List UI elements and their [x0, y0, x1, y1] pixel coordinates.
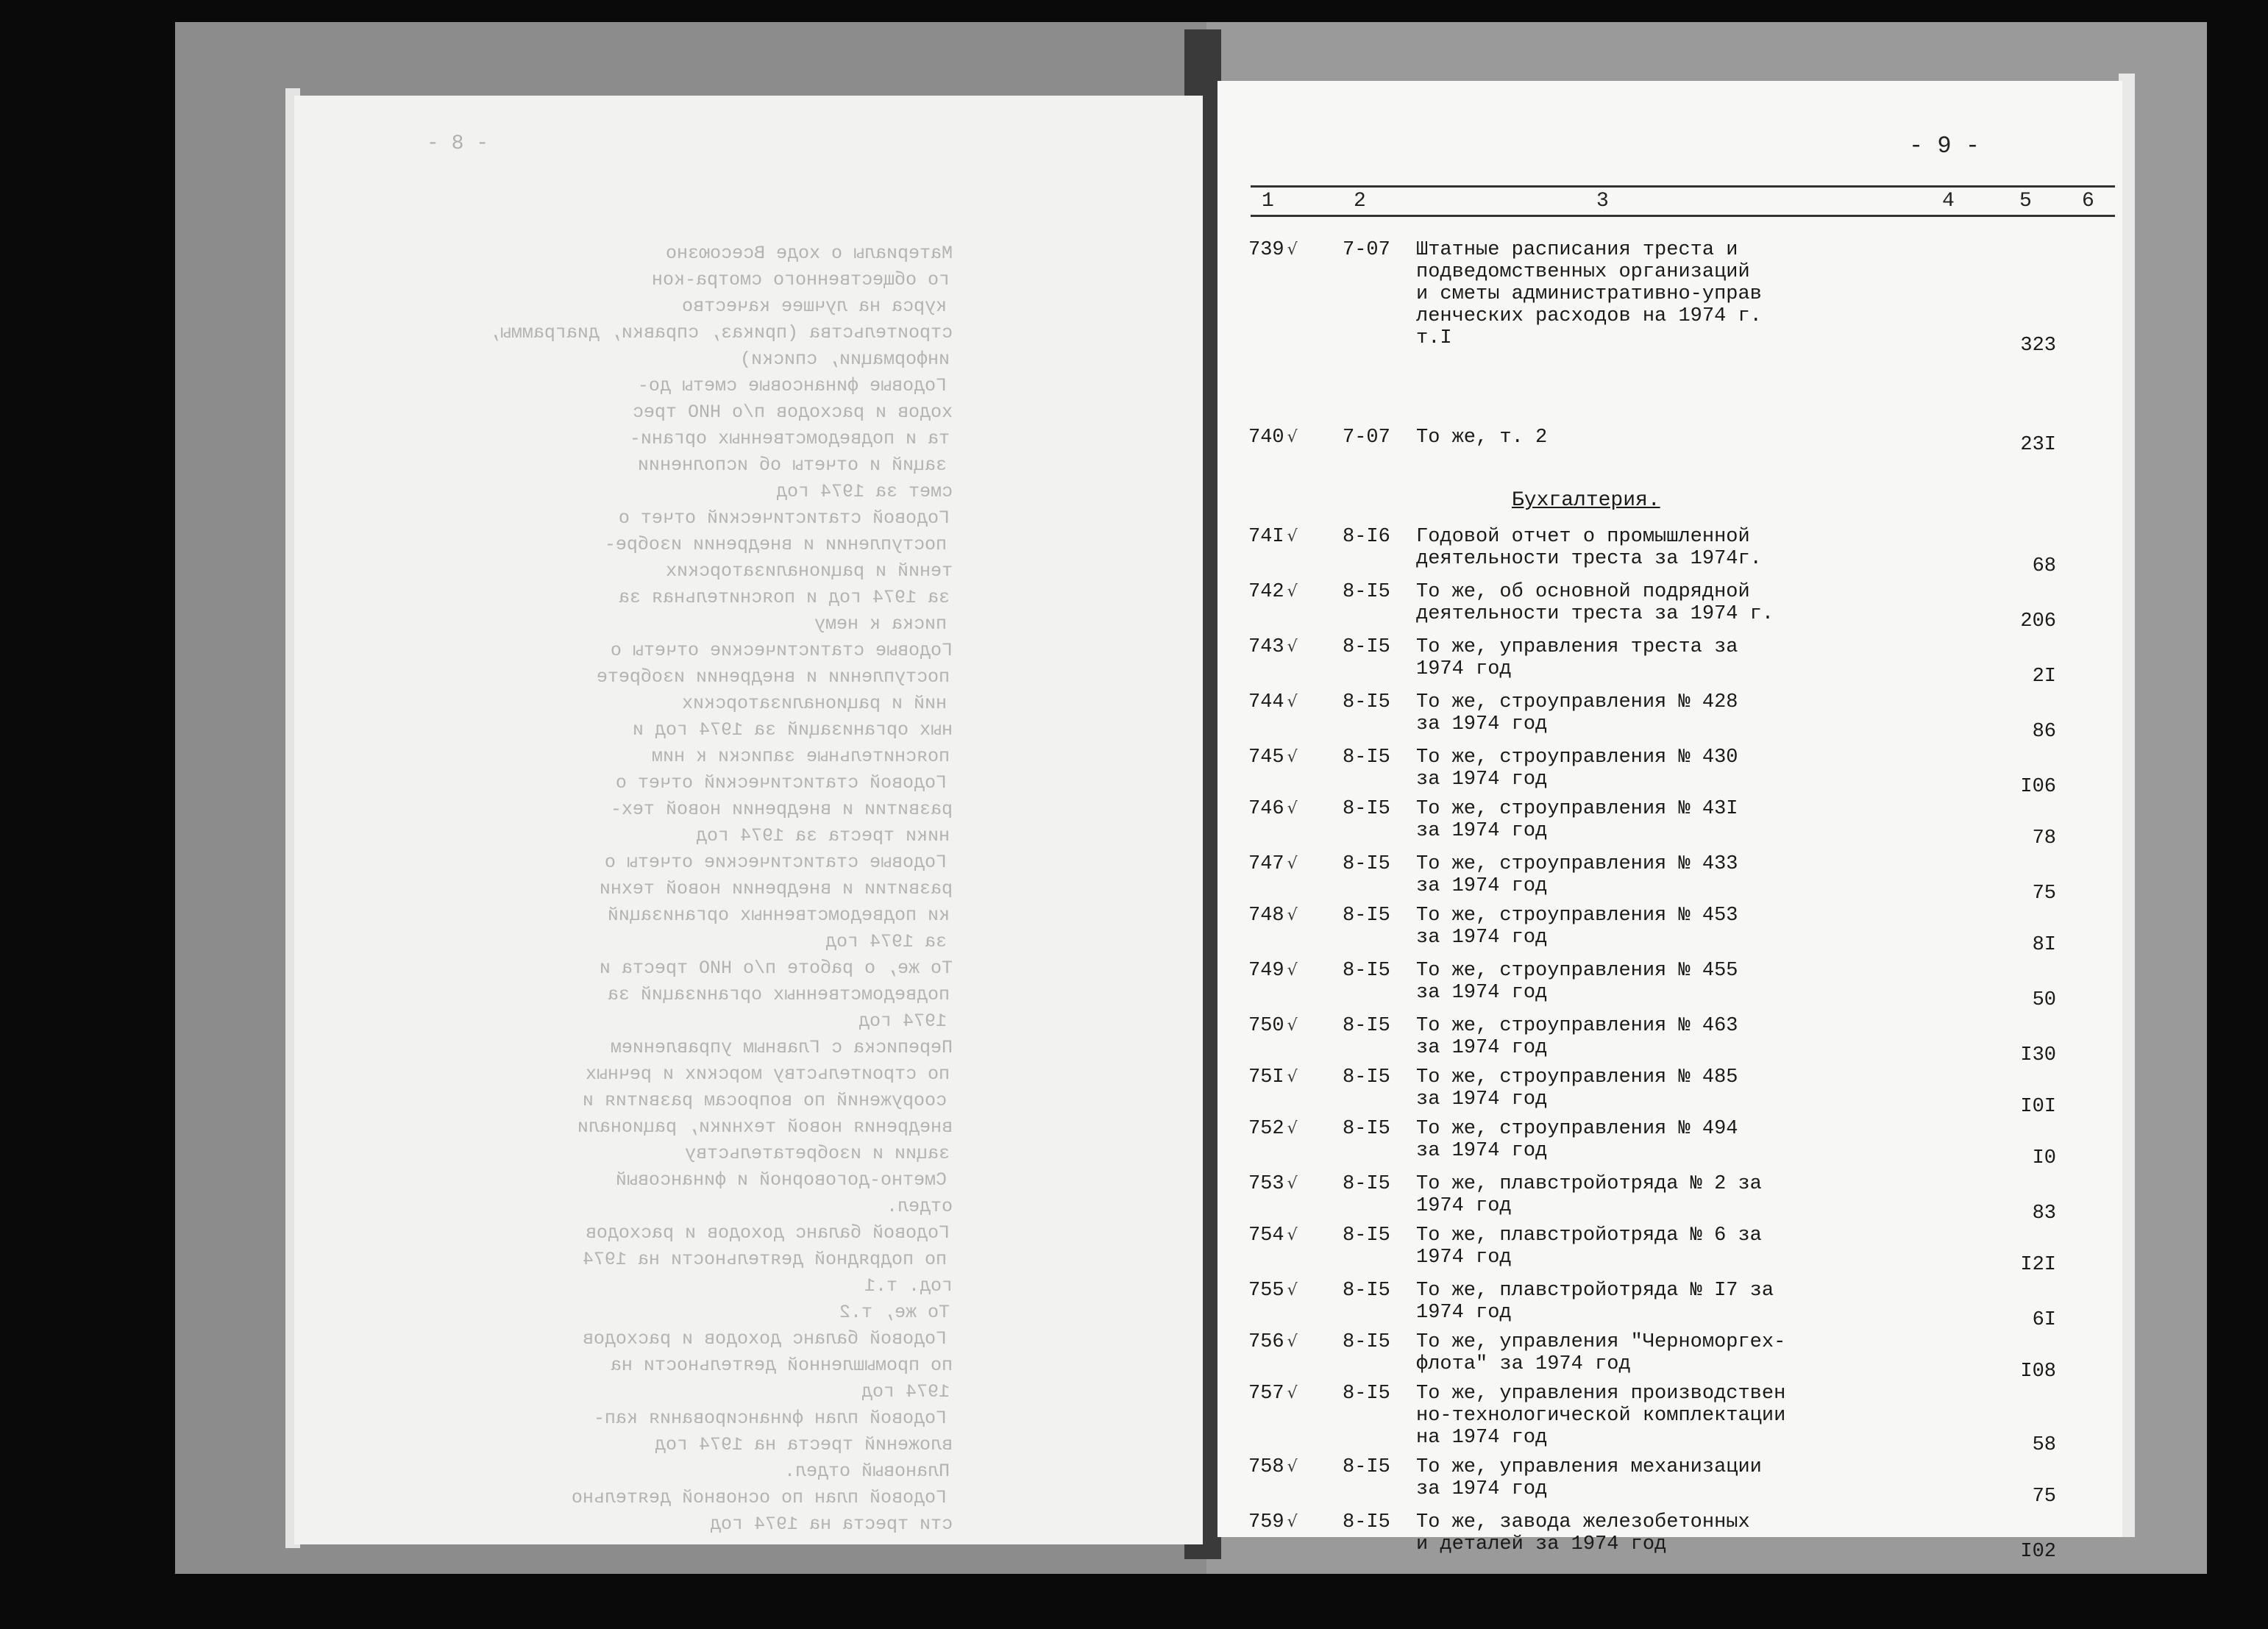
bleed-line: развитии и внедрении новой техни — [599, 878, 953, 899]
row-index-code: 8-I5 — [1343, 1066, 1390, 1088]
row-index-code: 8-I5 — [1343, 1456, 1390, 1478]
row-index-code: 7-07 — [1343, 239, 1390, 261]
row-number: 739 √ — [1248, 239, 1298, 261]
row-title: То же, строуправления № 43I за 1974 год — [1416, 798, 1738, 842]
bleed-line: ний и рационализаторских — [681, 693, 947, 714]
right-page-number: - 9 - — [1909, 132, 1980, 160]
row-index-code: 8-I5 — [1343, 581, 1390, 603]
row-page-count: 86 — [2032, 721, 2056, 743]
row-number: 759 √ — [1248, 1511, 1298, 1533]
bleed-line: та и подведомственных органи- — [629, 428, 950, 449]
row-index-code: 8-I5 — [1343, 1225, 1390, 1247]
row-title: То же, строуправления № 428 за 1974 год — [1416, 691, 1738, 735]
row-page-count: 23I — [2020, 434, 2056, 456]
column-header-3: 3 — [1596, 190, 1609, 213]
row-page-count: I0 — [2032, 1147, 2056, 1169]
row-index-code: 8-I5 — [1343, 1511, 1390, 1533]
row-page-count: I30 — [2020, 1044, 2056, 1066]
column-header-1: 1 — [1262, 190, 1274, 213]
bleed-line: год. т.1 — [864, 1275, 953, 1297]
bleed-line: внедрения новой техники, рационали — [577, 1116, 953, 1138]
row-title: То же, строуправления № 433 за 1974 год — [1416, 853, 1738, 897]
bleed-line: Плановый отдел. — [783, 1461, 950, 1482]
bleed-line: сти треста на 1974 год — [709, 1514, 953, 1535]
row-index-code: 8-I5 — [1343, 1331, 1390, 1353]
row-page-count: I06 — [2020, 776, 2056, 798]
bleed-line: ходов и расходов п/о НИО трес — [632, 402, 953, 423]
bleed-line: Годовой баланс доходов и расходов — [582, 1328, 947, 1350]
row-number: 748 √ — [1248, 905, 1298, 927]
row-number: 740 √ — [1248, 427, 1298, 449]
row-title: То же, управления треста за 1974 год — [1416, 636, 1738, 680]
row-title: То же, строуправления № 453 за 1974 год — [1416, 905, 1738, 949]
row-title: То же, управления производствен но-технологической комплектации на 1974 год — [1416, 1383, 1786, 1449]
row-index-code: 8-I5 — [1343, 636, 1390, 658]
row-title: То же, плавстройотряда № 2 за 1974 год — [1416, 1173, 1762, 1217]
row-index-code: 8-I5 — [1343, 1118, 1390, 1140]
row-number: 747 √ — [1248, 853, 1298, 875]
bleed-line: развитии и внедрении новой тех- — [610, 799, 953, 820]
bleed-line: поступлении и внедрении изобре- — [604, 534, 947, 555]
row-page-count: 83 — [2032, 1202, 2056, 1225]
bleed-line: курса на лучшее качество — [681, 296, 947, 317]
checkmark-icon: √ — [1287, 748, 1298, 766]
row-page-count: 50 — [2032, 989, 2056, 1011]
row-title: То же, завода железобетонных и деталей за 1974 год — [1416, 1511, 1750, 1555]
bleed-line: Материалы о ходе Всесоюзно — [665, 243, 953, 264]
row-page-count: 6I — [2032, 1309, 2056, 1331]
bleed-line: го общественного смотра-кон — [651, 269, 950, 290]
bleed-through-text — [294, 96, 1203, 1544]
row-number: 742 √ — [1248, 581, 1298, 603]
row-title: То же, строуправления № 463 за 1974 год — [1416, 1015, 1738, 1059]
bleed-line: писка к нему — [814, 613, 947, 635]
bleed-line: зации и изобретательству — [684, 1143, 950, 1164]
checkmark-icon: √ — [1287, 1333, 1298, 1351]
bleed-line: То же, т.2 — [839, 1302, 950, 1323]
row-number: 74I √ — [1248, 526, 1298, 548]
bleed-line: поступлении и внедрении изобрете — [596, 666, 950, 688]
row-number: 752 √ — [1248, 1118, 1298, 1140]
row-title: То же, управления механизации за 1974 год — [1416, 1456, 1762, 1500]
bleed-line: за 1974 год и пояснительная за — [618, 587, 950, 608]
bleed-line: по подрядной деятельности на 1974 — [582, 1249, 947, 1270]
row-index-code: 7-07 — [1343, 427, 1390, 449]
row-page-count: 75 — [2032, 1486, 2056, 1508]
row-index-code: 8-I5 — [1343, 798, 1390, 820]
column-header-6: 6 — [2082, 190, 2094, 213]
column-header-4: 4 — [1942, 190, 1955, 213]
bleed-line: ных организаций за 1974 год и — [632, 719, 953, 741]
bleed-line: подведомственных организаций за — [607, 984, 950, 1005]
row-index-code: 8-I5 — [1343, 960, 1390, 982]
row-index-code: 8-I6 — [1343, 526, 1390, 548]
checkmark-icon: √ — [1287, 855, 1298, 873]
row-title: То же, строуправления № 455 за 1974 год — [1416, 960, 1738, 1004]
bleed-line: Годовые статистические отчеты о — [604, 852, 947, 873]
checkmark-icon: √ — [1287, 961, 1298, 980]
checkmark-icon: √ — [1287, 1119, 1298, 1138]
row-index-code: 8-I5 — [1343, 691, 1390, 713]
bleed-line: Переписка с Главным управлением — [610, 1037, 953, 1058]
row-page-count: 58 — [2032, 1434, 2056, 1456]
checkmark-icon: √ — [1287, 527, 1298, 546]
row-index-code: 8-I5 — [1343, 746, 1390, 769]
row-page-count: 75 — [2032, 883, 2056, 905]
checkmark-icon: √ — [1287, 693, 1298, 711]
row-page-count: 323 — [2020, 335, 2056, 357]
row-number: 757 √ — [1248, 1383, 1298, 1405]
bleed-line: Годовой баланс доходов и расходов — [585, 1222, 950, 1244]
checkmark-icon: √ — [1287, 1068, 1298, 1086]
bleed-line: информации, списки) — [739, 349, 950, 370]
row-number: 756 √ — [1248, 1331, 1298, 1353]
row-page-count: 8I — [2032, 934, 2056, 956]
bleed-line: Годовой статистический отчет о — [618, 507, 950, 529]
row-index-code: 8-I5 — [1343, 1383, 1390, 1405]
checkmark-icon: √ — [1287, 1384, 1298, 1402]
bleed-line: строительства (приказ, справки, диаграммы, — [488, 322, 953, 343]
row-page-count: 78 — [2032, 827, 2056, 849]
bleed-line: 1974 год — [858, 1010, 947, 1032]
row-index-code: 8-I5 — [1343, 1173, 1390, 1195]
bleed-line: 1974 год — [861, 1381, 950, 1402]
row-number: 744 √ — [1248, 691, 1298, 713]
checkmark-icon: √ — [1287, 1174, 1298, 1193]
row-index-code: 8-I5 — [1343, 1280, 1390, 1302]
row-title: То же, т. 2 — [1416, 427, 1548, 449]
row-page-count: I2I — [2020, 1254, 2056, 1276]
bleed-line: Годовой план по основной деятельно — [571, 1487, 947, 1508]
row-title: То же, плавстройотряда № I7 за 1974 год — [1416, 1280, 1774, 1324]
checkmark-icon: √ — [1287, 428, 1298, 446]
row-page-count: 2I — [2032, 666, 2056, 688]
checkmark-icon: √ — [1287, 1513, 1298, 1531]
bleed-line: по промышленной деятельности на — [610, 1355, 953, 1376]
bleed-line: ники треста за 1974 год — [695, 825, 950, 846]
bleed-line: Годовые финансовые сметы до- — [637, 375, 947, 396]
row-number: 758 √ — [1248, 1456, 1298, 1478]
left-page-number: - 8 - — [427, 132, 489, 155]
header-rule-top — [1251, 185, 2115, 188]
checkmark-icon: √ — [1287, 582, 1298, 601]
column-header-2: 2 — [1354, 190, 1366, 213]
bleed-line: по строительству морских и речных — [585, 1063, 950, 1085]
header-rule-bottom — [1251, 215, 2115, 217]
checkmark-icon: √ — [1287, 1226, 1298, 1244]
row-title: То же, строуправления № 494 за 1974 год — [1416, 1118, 1738, 1162]
row-index-code: 8-I5 — [1343, 1015, 1390, 1037]
bleed-line: тений и рационализаторских — [665, 560, 953, 582]
bleed-line: пояснительные записки к ним — [651, 746, 950, 767]
row-title: То же, строуправления № 485 за 1974 год — [1416, 1066, 1738, 1111]
checkmark-icon: √ — [1287, 799, 1298, 818]
right-page — [1217, 81, 2122, 1563]
section-title: Бухгалтерия. — [1512, 489, 1660, 512]
bleed-line: сооружений по вопросам развития и — [582, 1090, 947, 1111]
row-page-count: I08 — [2020, 1361, 2056, 1383]
row-page-count: I02 — [2020, 1541, 2056, 1563]
row-number: 745 √ — [1248, 746, 1298, 769]
bleed-line: Годовой план финансирования кап- — [593, 1408, 947, 1429]
row-number: 743 √ — [1248, 636, 1298, 658]
row-title: То же, управления "Черноморгех- флота" за 1974 год — [1416, 1331, 1786, 1375]
row-title: Годовой отчет о промышленной деятельности треста за 1974г. — [1416, 526, 1762, 570]
checkmark-icon: √ — [1287, 240, 1298, 259]
row-page-count: 68 — [2032, 555, 2056, 577]
checkmark-icon: √ — [1287, 1458, 1298, 1476]
bleed-line: То же, о работе п/о НИО треста и — [599, 958, 953, 979]
left-page — [294, 96, 1203, 1544]
row-page-count: I0I — [2020, 1096, 2056, 1118]
row-number: 750 √ — [1248, 1015, 1298, 1037]
bleed-line: за 1974 год — [825, 931, 947, 952]
bleed-line: вложений треста на 1974 год — [654, 1434, 953, 1455]
bleed-line: смет за 1974 год — [775, 481, 953, 502]
row-title: Штатные расписания треста и подведомственных организаций и сметы административно-управ ленческих расходов на 1974 г. т.I — [1416, 239, 1762, 349]
row-title: То же, плавстройотряда № 6 за 1974 год — [1416, 1225, 1762, 1269]
row-title: То же, строуправления № 430 за 1974 год — [1416, 746, 1738, 791]
checkmark-icon: √ — [1287, 638, 1298, 656]
row-index-code: 8-I5 — [1343, 853, 1390, 875]
row-page-count: 206 — [2020, 610, 2056, 632]
checkmark-icon: √ — [1287, 1281, 1298, 1300]
row-title: То же, об основной подрядной деятельности треста за 1974 г. — [1416, 581, 1774, 625]
row-index-code: 8-I5 — [1343, 905, 1390, 927]
bleed-line: Годовой статистический отчет о — [615, 772, 947, 794]
row-number: 749 √ — [1248, 960, 1298, 982]
bleed-line: Годовые статистические отчеты о — [610, 640, 953, 661]
checkmark-icon: √ — [1287, 1016, 1298, 1035]
row-number: 746 √ — [1248, 798, 1298, 820]
row-number: 755 √ — [1248, 1280, 1298, 1302]
row-number: 754 √ — [1248, 1225, 1298, 1247]
column-header-5: 5 — [2019, 190, 2032, 213]
checkmark-icon: √ — [1287, 906, 1298, 924]
row-number: 75I √ — [1248, 1066, 1298, 1088]
bleed-line: отдел. — [886, 1196, 953, 1217]
bleed-line: ки подведомственных организаций — [607, 905, 950, 926]
bleed-line: заций и отчеты об исполнении — [637, 455, 947, 476]
bleed-line: Сметно-договорной и финансовый — [615, 1169, 947, 1191]
row-number: 753 √ — [1248, 1173, 1298, 1195]
